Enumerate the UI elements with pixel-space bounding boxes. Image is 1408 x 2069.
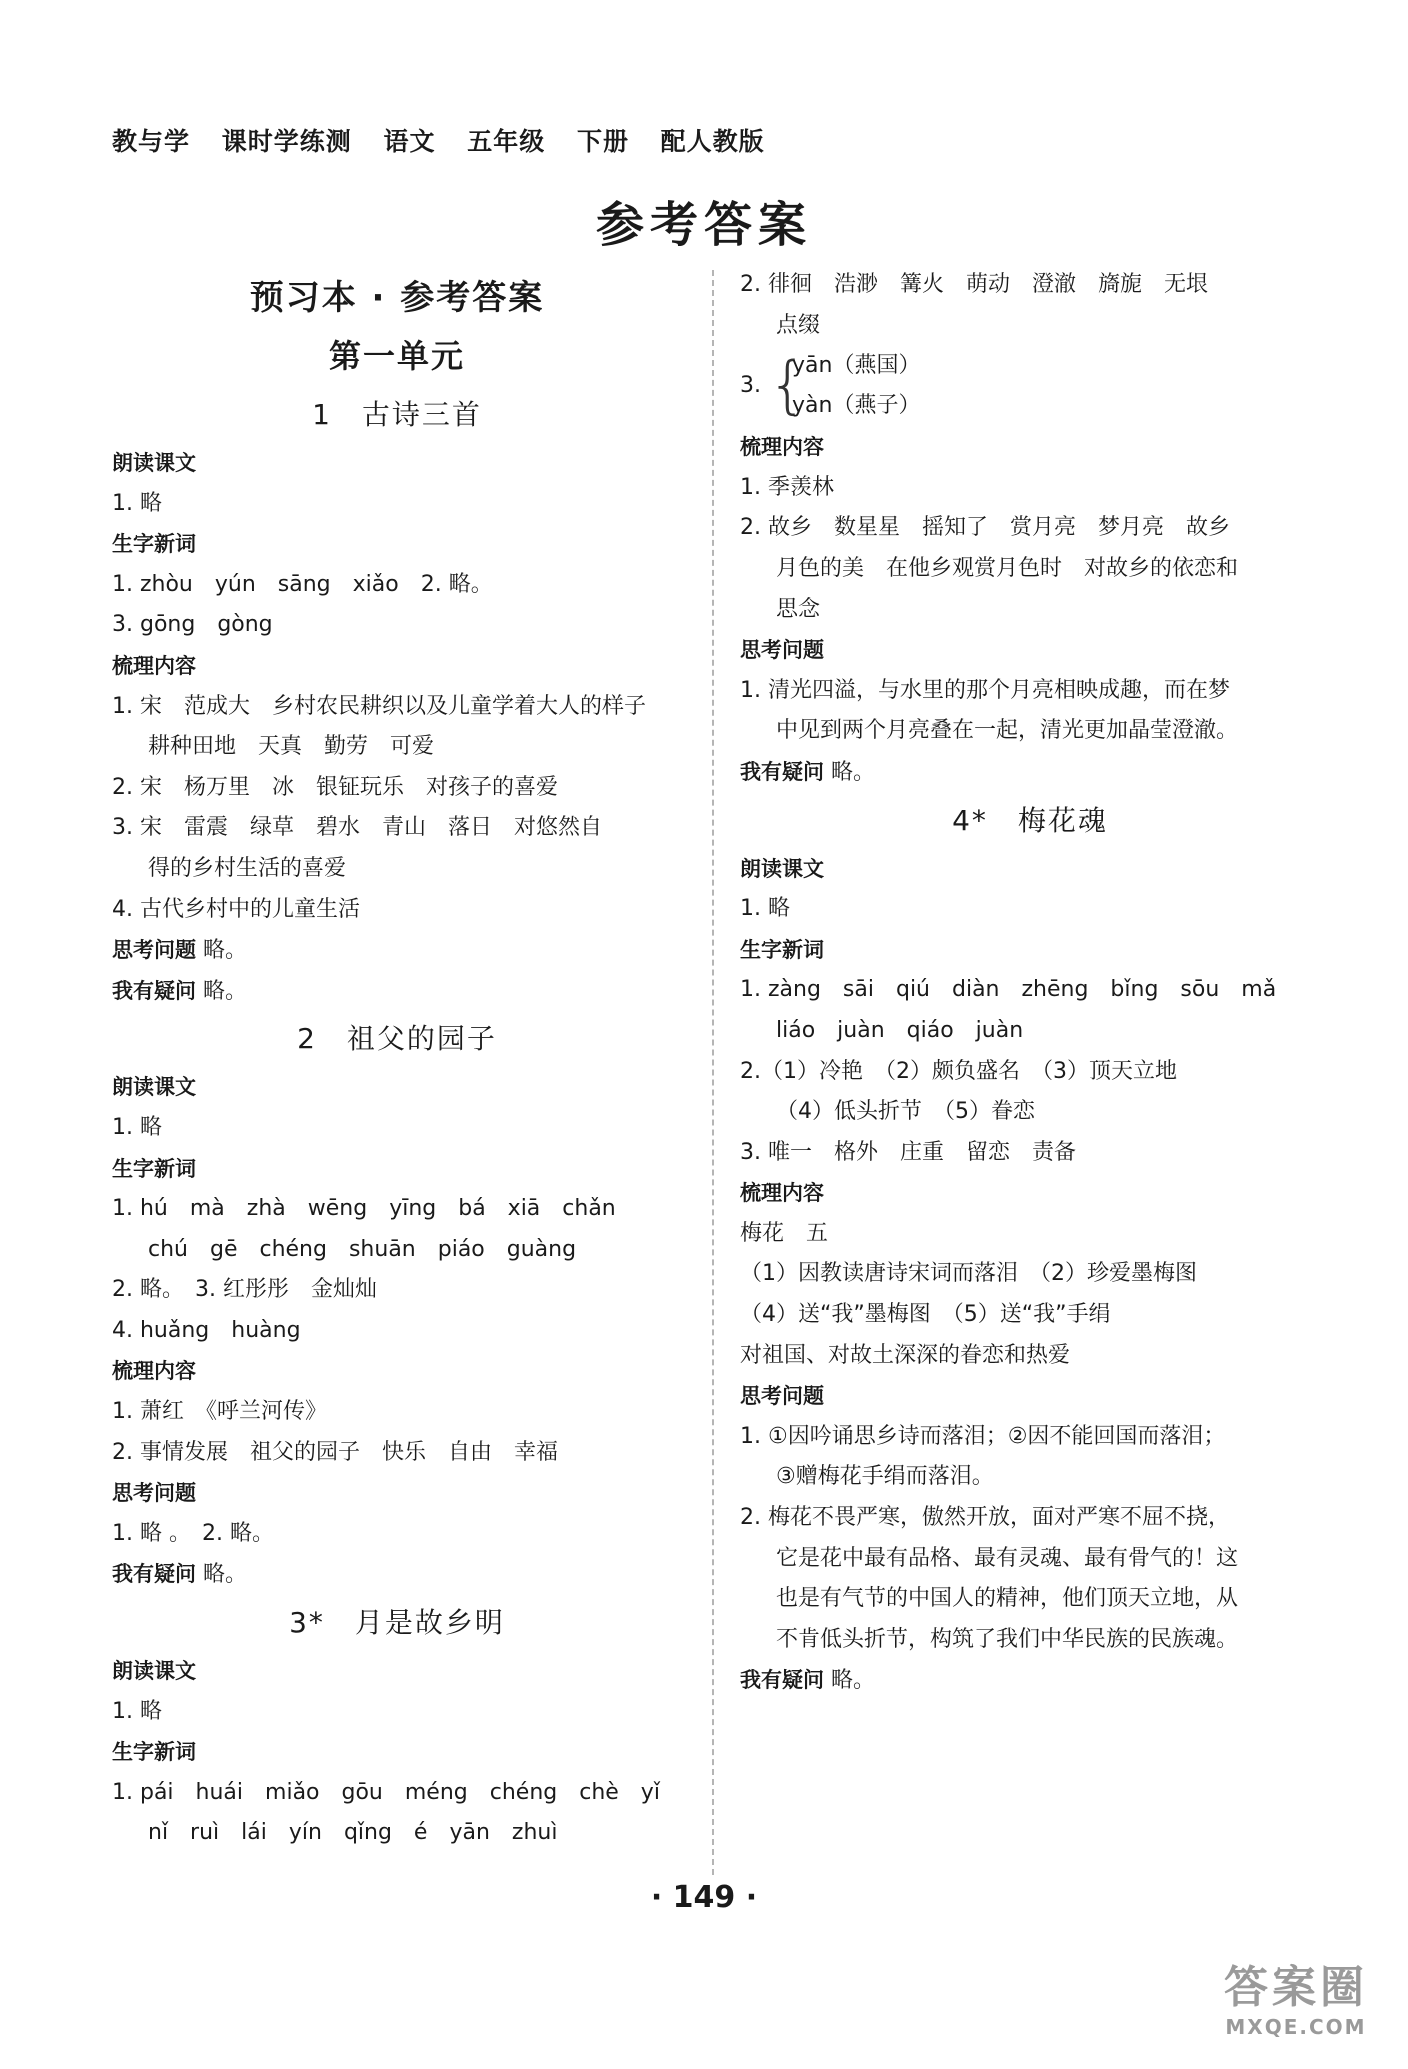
watermark-logo	[1224, 1951, 1368, 2039]
page-number: · 149 ·	[650, 1880, 758, 1915]
answer-text: 略。	[824, 759, 875, 785]
answer-line: 4. 古代乡村中的儿童生活	[112, 896, 360, 922]
section-label: 思考问题	[112, 1481, 196, 1506]
lesson-heading: 3* 月是故乡明	[289, 1606, 505, 1640]
watermark-text: 答案圈	[1224, 1962, 1368, 2013]
section-label: 朗读课文	[112, 1075, 196, 1100]
section-label: 我有疑问	[740, 1668, 824, 1693]
section-label: 我有疑问	[112, 978, 196, 1003]
section-label: 我有疑问	[112, 1562, 196, 1587]
answer-line-continued: 月色的美 在他乡观赏月色时 对故乡的依恋和	[776, 555, 1239, 581]
answer-line-continued: 不肯低头折节，构筑了我们中华民族的民族魂。	[776, 1626, 1239, 1652]
answer-line: 3. 宋 雷震 绿草 碧水 青山 落日 对悠然自	[112, 815, 602, 841]
answer-text: 略。	[196, 938, 247, 964]
answer-line-continued: 耕种田地 天真 勤劳 可爱	[148, 734, 435, 760]
answer-line: 2. 徘徊 浩渺 篝火 萌动 澄澈 旖旎 无垠	[740, 272, 1208, 297]
section-label: 梳理内容	[112, 653, 196, 678]
lesson-heading: 2 祖父的园子	[297, 1022, 497, 1056]
answer-line	[112, 930, 682, 971]
answer-line: 1. 清光四溢，与水里的那个月亮相映成趣，而在梦	[740, 677, 1230, 703]
header-item: 五年级	[467, 127, 546, 156]
section-label: 思考问题	[740, 1384, 824, 1409]
answer-line: 1. zàng sāi qiú diàn zhēng bǐng sōu mǎ	[740, 977, 1277, 1003]
answer-line	[112, 971, 682, 1012]
brace-icon: {	[768, 348, 808, 422]
section-label: 我有疑问	[740, 759, 824, 784]
answer-text: 略。	[196, 1562, 247, 1588]
answer-brace-group	[740, 346, 1320, 427]
answer-line	[740, 752, 1320, 793]
answer-text: 略。	[196, 978, 247, 1004]
answer-line: 1. 略	[112, 490, 162, 516]
section-label: 生字新词	[112, 1156, 196, 1181]
section-label: 思考问题	[740, 638, 824, 663]
answer-line: 1. ①因吟诵思乡诗而落泪；②因不能回国而落泪；	[740, 1423, 1226, 1449]
answer-line: 1. hú mà zhà wēng yīng bá xiā chǎn	[112, 1196, 616, 1222]
header-item: 课时学练测	[221, 127, 352, 156]
answer-line: 1. 略	[740, 896, 790, 922]
pinyin-option: yān（燕国）	[792, 353, 921, 379]
answer-line: 2. 事情发展 祖父的园子 快乐 自由 幸福	[112, 1439, 558, 1465]
section-label: 生字新词	[112, 1740, 196, 1765]
answer-line-continued: liáo juàn qiáo juàn	[776, 1017, 1024, 1043]
answer-line: 2. 略。 3. 红彤彤 金灿灿	[112, 1277, 377, 1303]
answer-line: 1. 略 。 2. 略。	[112, 1520, 274, 1546]
answer-line	[112, 1554, 682, 1595]
section-label: 梳理内容	[740, 1181, 824, 1206]
lesson-heading: 1 古诗三首	[312, 398, 482, 431]
section-label: 生字新词	[112, 532, 196, 557]
answer-line-continued: 中见到两个月亮叠在一起，清光更加晶莹澄澈。	[776, 718, 1239, 744]
answer-line-continued: 思念	[776, 596, 821, 622]
page-title: 参考答案	[595, 197, 812, 253]
answer-line: （4）送“我”墨梅图 （5）送“我”手绢	[740, 1302, 1111, 1328]
answer-line-continued: nǐ ruì lái yín qǐng é yān zhuì	[148, 1820, 558, 1846]
lesson-heading: 4* 梅花魂	[952, 803, 1108, 837]
answer-line: 3. 唯一 格外 庄重 留恋 责备	[740, 1139, 1076, 1165]
section-label: 朗读课文	[740, 856, 824, 881]
answer-line-continued: 得的乡村生活的喜爱	[148, 855, 347, 881]
answer-line: 2.（1）冷艳 （2）颇负盛名 （3）顶天立地	[740, 1058, 1177, 1084]
answer-line-continued: ③赠梅花手绢而落泪。	[776, 1464, 994, 1490]
answer-line-continued: 也是有气节的中国人的精神，他们顶天立地，从	[776, 1586, 1239, 1612]
answer-line: 梅花 五	[740, 1220, 829, 1246]
section-label: 梳理内容	[112, 1359, 196, 1384]
answer-line: 2. 故乡 数星星 摇知了 赏月亮 梦月亮 故乡	[740, 515, 1230, 541]
answer-line: （1）因教读唐诗宋词而落泪 （2）珍爱墨梅图	[740, 1261, 1197, 1287]
answer-line	[740, 1660, 1320, 1701]
answer-line: 1. 略	[112, 1698, 162, 1724]
section-label: 梳理内容	[740, 435, 824, 460]
section-label: 朗读课文	[112, 1659, 196, 1684]
unit-heading: 第一单元	[328, 337, 465, 375]
answer-line: 1. 略	[112, 1114, 162, 1140]
column-divider	[712, 270, 714, 1875]
answer-line: 2. 梅花不畏严寒，傲然开放，面对严寒不屈不挠，	[740, 1505, 1230, 1531]
header-item: 教与学	[112, 127, 191, 156]
section-label: 朗读课文	[112, 451, 196, 475]
answer-line: 4. huǎng huàng	[112, 1317, 301, 1343]
answer-line: 1. 季羡林	[740, 474, 834, 500]
book-header	[112, 122, 787, 158]
section-label: 生字新词	[740, 937, 824, 962]
answer-line: 1. pái huái miǎo gōu méng chéng chè yǐ	[112, 1779, 660, 1805]
header-item: 语文	[383, 127, 436, 156]
answer-line: 对祖国、对故土深深的眷恋和热爱	[740, 1342, 1071, 1368]
answer-line-continued: chú gē chéng shuān piáo guàng	[148, 1236, 577, 1262]
watermark-url: MXQE.COM	[1225, 2015, 1367, 2039]
header-item: 配人教版	[660, 127, 765, 156]
answer-text: 略。	[824, 1668, 875, 1694]
header-item: 下册	[576, 127, 629, 156]
answer-line: 1. 宋 范成大 乡村农民耕织以及儿童学着大人的样子	[112, 693, 646, 719]
answer-line: 3. gōng gòng	[112, 612, 273, 638]
answer-line-continued: 它是花中最有品格、最有灵魂、最有骨气的！这	[776, 1545, 1239, 1571]
answer-line-continued: 点缀	[776, 312, 821, 338]
answer-line: 2. 宋 杨万里 冰 银钲玩乐 对孩子的喜爱	[112, 774, 558, 800]
answer-line: 1. 萧红 《呼兰河传》	[112, 1399, 327, 1425]
answer-line-continued: （4）低头折节 （5）眷恋	[776, 1099, 1035, 1125]
section-label: 思考问题	[112, 938, 196, 963]
pinyin-option: yàn（燕子）	[792, 393, 921, 419]
left-column	[112, 265, 682, 1854]
answer-line: 1. zhòu yún sāng xiǎo 2. 略。	[112, 571, 493, 597]
section-heading: 预习本 · 参考答案	[249, 278, 545, 318]
right-column	[740, 265, 1320, 1701]
answer-number: 3.	[740, 373, 761, 399]
